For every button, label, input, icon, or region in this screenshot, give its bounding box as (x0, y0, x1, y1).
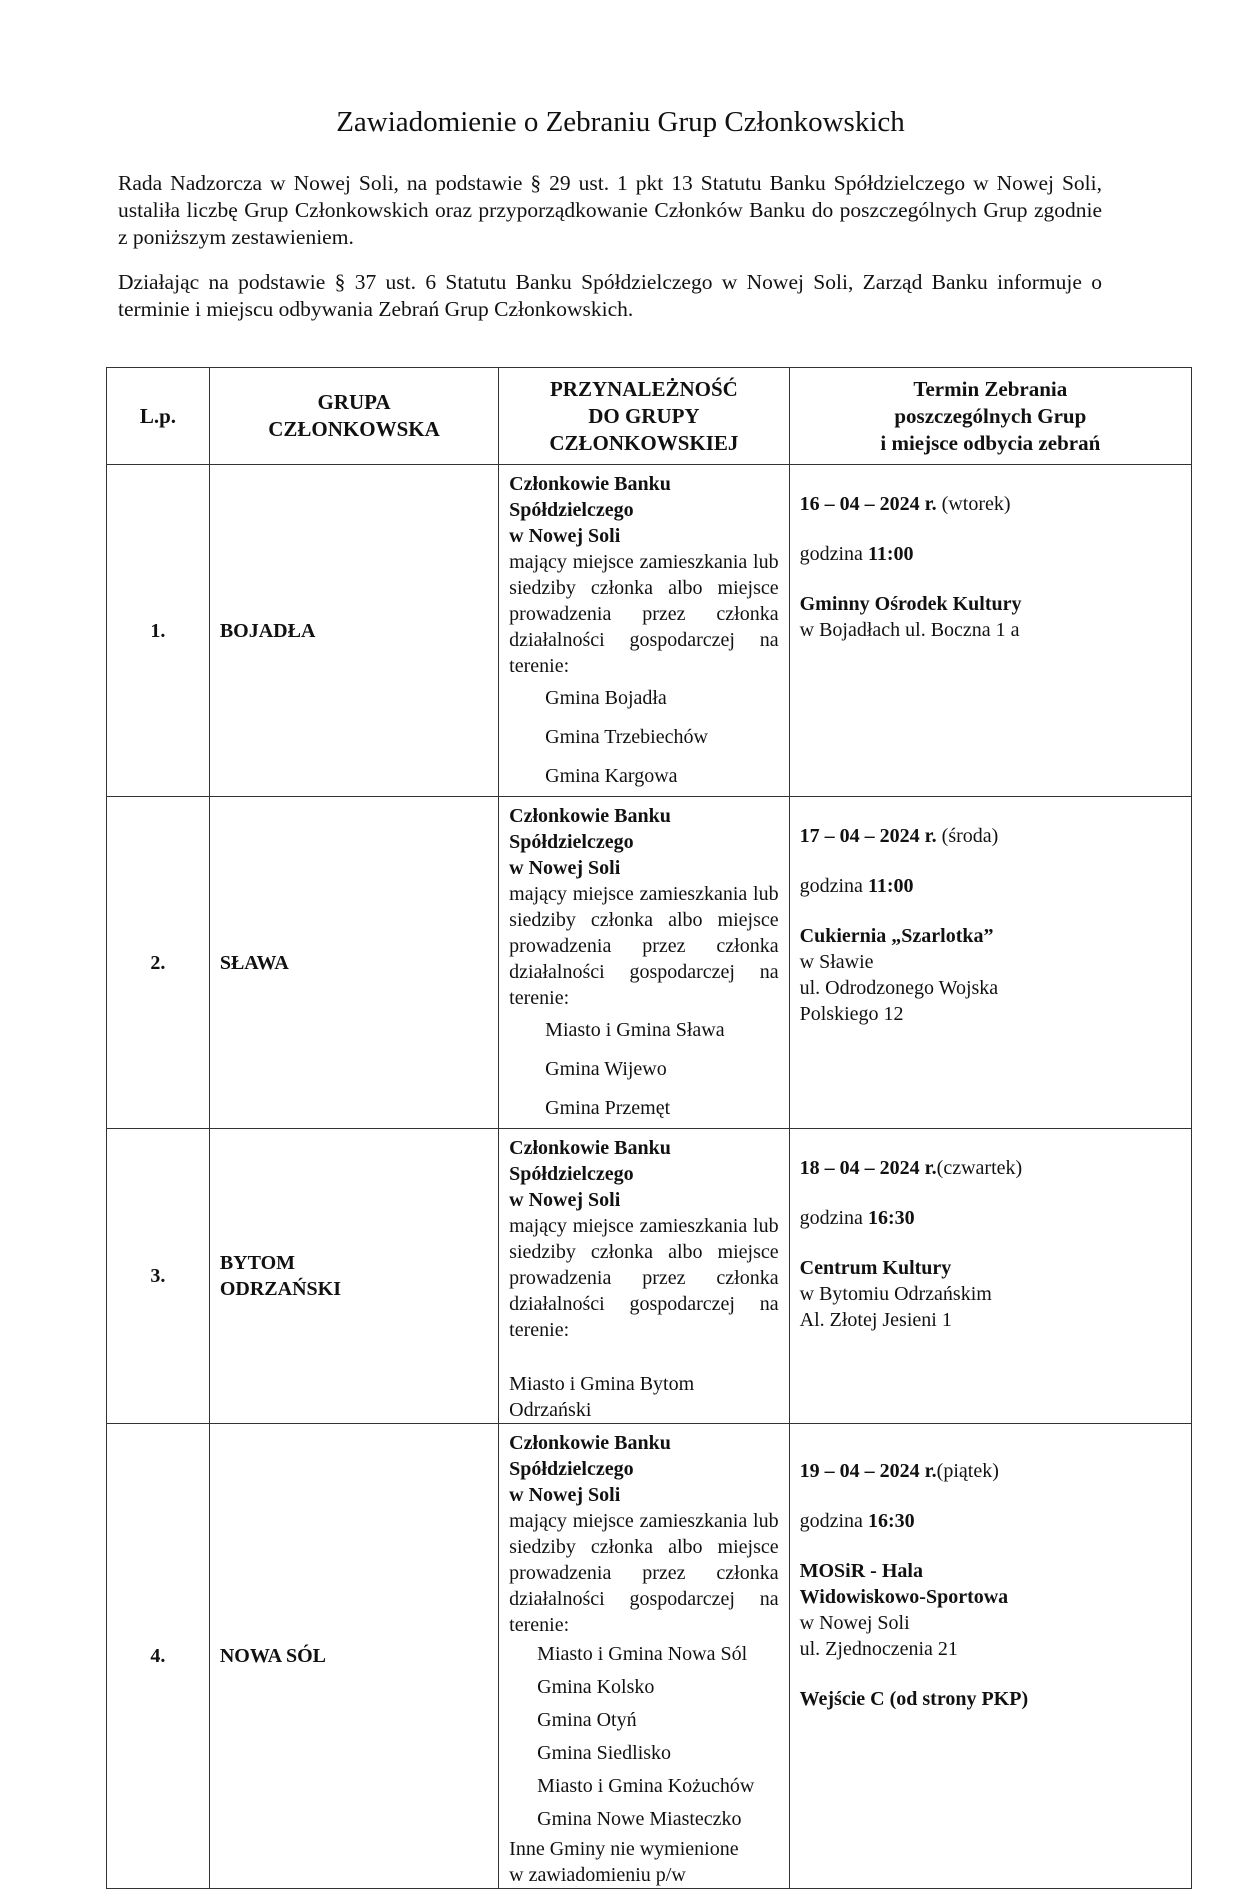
meeting-hour: 11:00 (867, 543, 914, 565)
meeting-hour-line (800, 1205, 1181, 1231)
meeting-place-name: Gminny Ośrodek Kultury (799, 593, 1022, 615)
meeting-hour-line (800, 1508, 1181, 1534)
row-lp: 3. (107, 1129, 210, 1424)
header-term-line3: i miejsce odbycia zebrań (880, 430, 1101, 455)
area-item: Gmina Siedlisko (537, 1742, 672, 1764)
hour-label: godzina (799, 1510, 863, 1532)
area-item: Miasto i Gmina Nowa Sól (537, 1643, 748, 1665)
header-membership-line2: DO GRUPY CZŁONKOWSKIEJ (549, 403, 739, 455)
meeting-date: 17 – 04 – 2024 r. (799, 825, 937, 847)
hour-label: godzina (799, 543, 863, 565)
meeting-place-line: Al. Złotej Jesieni 1 (799, 1309, 952, 1331)
header-group-line1: GRUPA (317, 390, 391, 414)
meeting-place-line: Polskiego 12 (799, 1003, 904, 1025)
meeting-date: 16 – 04 – 2024 r. (799, 493, 937, 515)
header-term (789, 368, 1191, 465)
members-title-line2: w Nowej Soli (509, 525, 621, 547)
row-group-line2: ODRZAŃSKI (219, 1278, 341, 1300)
members-title-line2: w Nowej Soli (509, 857, 621, 879)
row-lp: 1. (107, 465, 210, 797)
meeting-place-line: w Nowej Soli (799, 1612, 910, 1634)
meeting-date-line (800, 1155, 1181, 1181)
area-item: Gmina Otyń (537, 1709, 637, 1731)
row-term (789, 797, 1191, 1129)
meeting-hour: 16:30 (867, 1510, 915, 1532)
area-item: Miasto i Gmina Sława (545, 1019, 725, 1041)
row-group: NOWA SÓL (209, 1424, 498, 1889)
header-lp: L.p. (107, 368, 210, 465)
area-item: Gmina Kargowa (545, 765, 678, 787)
members-title-line1: Członkowie Banku Spółdzielczego (509, 805, 671, 853)
table-header-row (107, 368, 1192, 465)
meeting-place-name: Cukiernia „Szarlotka” (799, 925, 994, 947)
header-group-line2: CZŁONKOWSKA (268, 417, 440, 441)
row-group-line1: BYTOM (219, 1252, 296, 1274)
row-membership (499, 1424, 789, 1889)
meeting-place-line: ul. Odrodzonego Wojska (799, 977, 999, 999)
meeting-day: (piątek) (936, 1460, 999, 1482)
meeting-place-line: w Bytomiu Odrzańskim (799, 1283, 992, 1305)
meeting-hour: 16:30 (867, 1207, 915, 1229)
intro-paragraph-2: Działając na podstawie § 37 ust. 6 Statutu Banku Spółdzielczego w Nowej Soli, Zarząd Banku informuje o terminie i miejscu odbywania Zebrań Grup Członkowskich. (118, 270, 1102, 321)
table-row (107, 1424, 1192, 1889)
row-lp: 2. (107, 797, 210, 1129)
members-description: mający miejsce zamieszkania lub siedziby członka albo miejsce prowadzenia przez członka działalności gospodarczej na terenie: (509, 883, 779, 1009)
other-areas-line2: w zawiadomieniu p/w (509, 1864, 686, 1886)
meeting-date-line (800, 491, 1181, 517)
row-term (789, 465, 1191, 797)
header-term-line2: poszczególnych Grup (894, 403, 1087, 428)
members-title-line2: w Nowej Soli (509, 1189, 621, 1211)
row-membership (499, 465, 789, 797)
meeting-day: (czwartek) (936, 1157, 1023, 1179)
meeting-place-line: ul. Zjednoczenia 21 (799, 1638, 958, 1660)
groups-table (106, 367, 1192, 1889)
table-row (107, 797, 1192, 1129)
intro-paragraph-1: Rada Nadzorcza w Nowej Soli, na podstawie § 29 ust. 1 pkt 13 Statutu Banku Spółdzielczego w Nowej Soli, ustaliła liczbę Grup Członkowskich oraz przyporządkowanie Członków Banku do poszczególnych Grup zgodnie z poniższym zestawieniem. (118, 171, 1102, 249)
area-item: Gmina Trzebiechów (545, 726, 708, 748)
page-title: Zawiadomienie o Zebraniu Grup Członkowskich (336, 106, 905, 138)
meeting-place-name-line1: MOSiR - Hala (799, 1560, 923, 1582)
row-term (789, 1424, 1191, 1889)
members-description: mający miejsce zamieszkania lub siedziby członka albo miejsce prowadzenia przez członka działalności gospodarczej na terenie: (509, 551, 779, 677)
members-description: mający miejsce zamieszkania lub siedziby członka albo miejsce prowadzenia przez członka działalności gospodarczej na terenie: (509, 1215, 779, 1341)
meeting-place-line: w Sławie (799, 951, 874, 973)
area-item: Gmina Nowe Miasteczko (537, 1808, 742, 1830)
area-item: Gmina Bojadła (545, 687, 667, 709)
area-item: Miasto i Gmina Bytom Odrzański (509, 1373, 695, 1421)
meeting-place-name: Centrum Kultury (799, 1257, 952, 1279)
hour-label: godzina (799, 1207, 863, 1229)
table-row (107, 465, 1192, 797)
meeting-date: 18 – 04 – 2024 r. (799, 1157, 937, 1179)
meeting-date: 19 – 04 – 2024 r. (799, 1460, 937, 1482)
members-description: mający miejsce zamieszkania lub siedziby członka albo miejsce prowadzenia przez członka działalności gospodarczej na terenie: (509, 1510, 779, 1636)
header-term-line1: Termin Zebrania (913, 376, 1068, 401)
row-term (789, 1129, 1191, 1424)
row-group: BOJADŁA (209, 465, 498, 797)
row-group: SŁAWA (209, 797, 498, 1129)
meeting-day: (środa) (936, 825, 999, 847)
header-group (209, 368, 498, 465)
row-group (209, 1129, 498, 1424)
meeting-hour-line (800, 541, 1181, 567)
header-membership-line1: PRZYNALEŻNOŚĆ (549, 376, 738, 401)
area-item: Gmina Wijewo (545, 1058, 667, 1080)
other-areas-line1: Inne Gminy nie wymienione (509, 1838, 739, 1860)
meeting-entrance: Wejście C (od strony PKP) (799, 1688, 1029, 1710)
meeting-place-name-line2: Widowiskowo-Sportowa (799, 1586, 1009, 1608)
meeting-place-line: w Bojadłach ul. Boczna 1 a (799, 619, 1020, 641)
row-membership (499, 1129, 789, 1424)
area-item: Gmina Przemęt (545, 1097, 671, 1119)
table-row (107, 1129, 1192, 1424)
meeting-hour-line (800, 873, 1181, 899)
meeting-date-line (800, 823, 1181, 849)
meeting-date-line (800, 1458, 1181, 1484)
area-item: Gmina Kolsko (537, 1676, 655, 1698)
members-title-line1: Członkowie Banku Spółdzielczego (509, 1137, 671, 1185)
members-title-line1: Członkowie Banku Spółdzielczego (509, 1432, 671, 1480)
members-title-line1: Członkowie Banku Spółdzielczego (509, 473, 671, 521)
meeting-day: (wtorek) (936, 493, 1011, 515)
row-lp: 4. (107, 1424, 210, 1889)
hour-label: godzina (799, 875, 863, 897)
meeting-hour: 11:00 (867, 875, 914, 897)
area-item: Miasto i Gmina Kożuchów (537, 1775, 755, 1797)
row-membership (499, 797, 789, 1129)
members-title-line2: w Nowej Soli (509, 1484, 621, 1506)
header-membership (499, 368, 789, 465)
